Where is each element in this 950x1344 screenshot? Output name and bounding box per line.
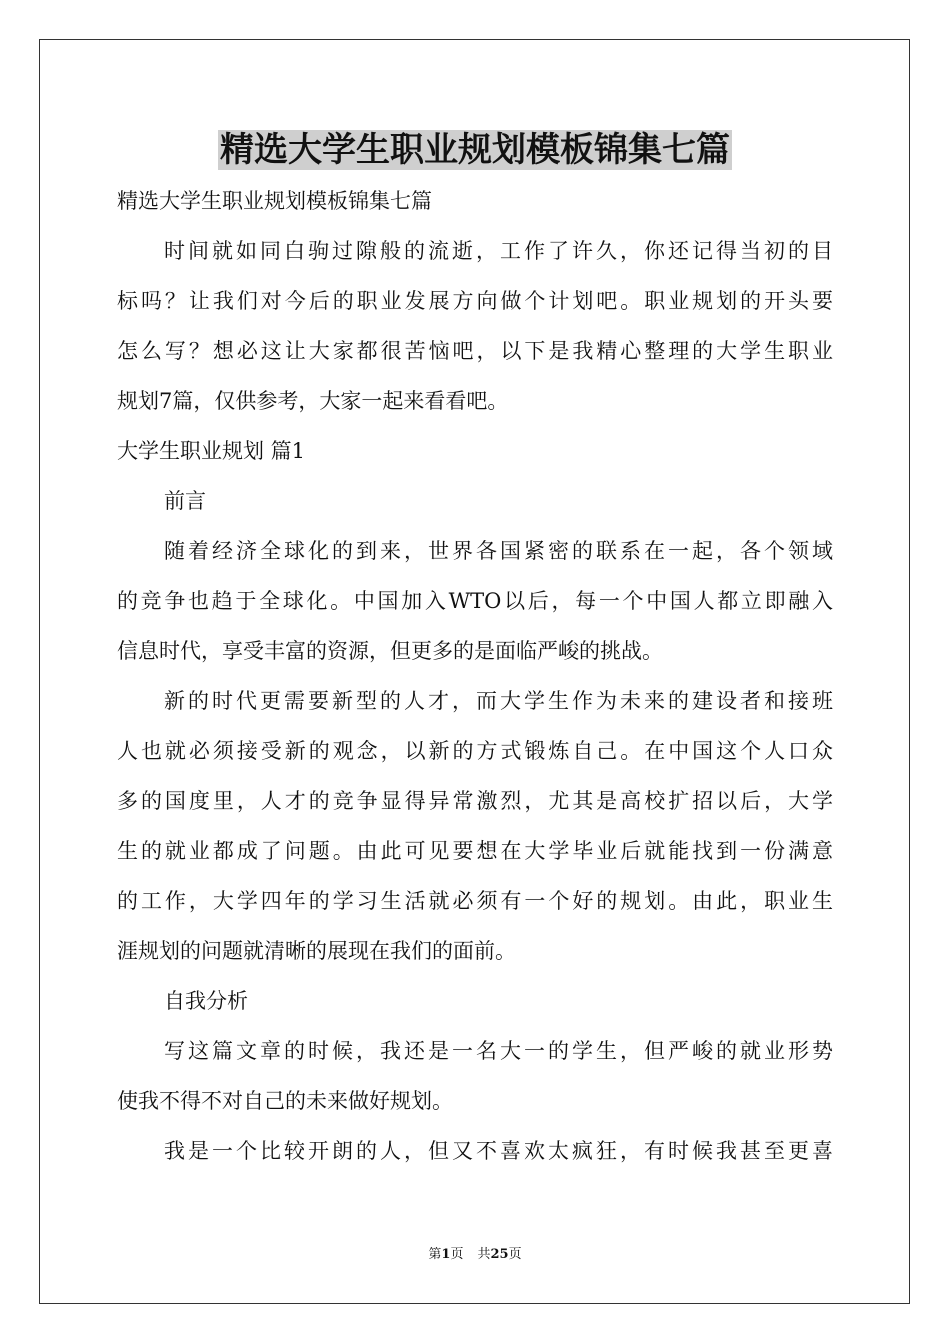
paragraph-line: 写这篇文章的时候，我还是一名大一的学生，但严峻的就业形势 (164, 1039, 833, 1063)
paragraph-line: 时间就如同白驹过隙般的流逝，工作了许久，你还记得当初的目 (164, 239, 833, 263)
total-suffix: 页 (508, 1247, 522, 1262)
paragraph-line: 标吗？让我们对今后的职业发展方向做个计划吧。职业规划的开头要 (117, 289, 833, 313)
page-prefix: 第 (428, 1247, 442, 1262)
paragraph-line: 生的就业都成了问题。由此可见要想在大学毕业后就能找到一份满意 (117, 839, 833, 863)
paragraph-line: 怎么写？想必这让大家都很苦恼吧，以下是我精心整理的大学生职业 (117, 339, 833, 363)
total-prefix: 共 (477, 1247, 491, 1262)
page-suffix: 页 (450, 1247, 464, 1262)
paragraph-line: 的工作，大学四年的学习生活就必须有一个好的规划。由此，职业生 (117, 889, 833, 913)
paragraph-line: 的竞争也趋于全球化。中国加入WTO以后，每一个中国人都立即融入 (117, 589, 833, 613)
paragraph-line: 随着经济全球化的到来，世界各国紧密的联系在一起，各个领域 (164, 539, 833, 563)
paragraph-line: 我是一个比较开朗的人，但又不喜欢太疯狂，有时候我甚至更喜 (164, 1139, 833, 1163)
paragraph-line: 使我不得不对自己的未来做好规划。 (117, 1089, 453, 1113)
page-number: 1 (441, 1247, 451, 1262)
subtitle-line: 精选大学生职业规划模板锦集七篇 (117, 189, 432, 213)
subsection-heading: 自我分析 (164, 989, 248, 1013)
total-pages: 25 (490, 1247, 509, 1262)
page-footer (0, 1246, 950, 1264)
document-title (0, 126, 950, 174)
subsection-heading: 前言 (164, 489, 206, 513)
paragraph-line: 新的时代更需要新型的人才，而大学生作为未来的建设者和接班 (164, 689, 833, 713)
paragraph-line: 人也就必须接受新的观念，以新的方式锻炼自己。在中国这个人口众 (117, 739, 833, 763)
paragraph-line: 多的国度里，人才的竞争显得异常激烈，尤其是高校扩招以后，大学 (117, 789, 833, 813)
paragraph-line: 信息时代，享受丰富的资源，但更多的是面临严峻的挑战。 (117, 639, 663, 663)
paragraph-line: 规划7篇，仅供参考，大家一起来看看吧。 (117, 389, 509, 413)
paragraph-line: 涯规划的问题就清晰的展现在我们的面前。 (117, 939, 516, 963)
section-heading: 大学生职业规划 篇1 (117, 439, 306, 463)
document-body (117, 176, 833, 1176)
document-title-text: 精选大学生职业规划模板锦集七篇 (220, 130, 730, 170)
